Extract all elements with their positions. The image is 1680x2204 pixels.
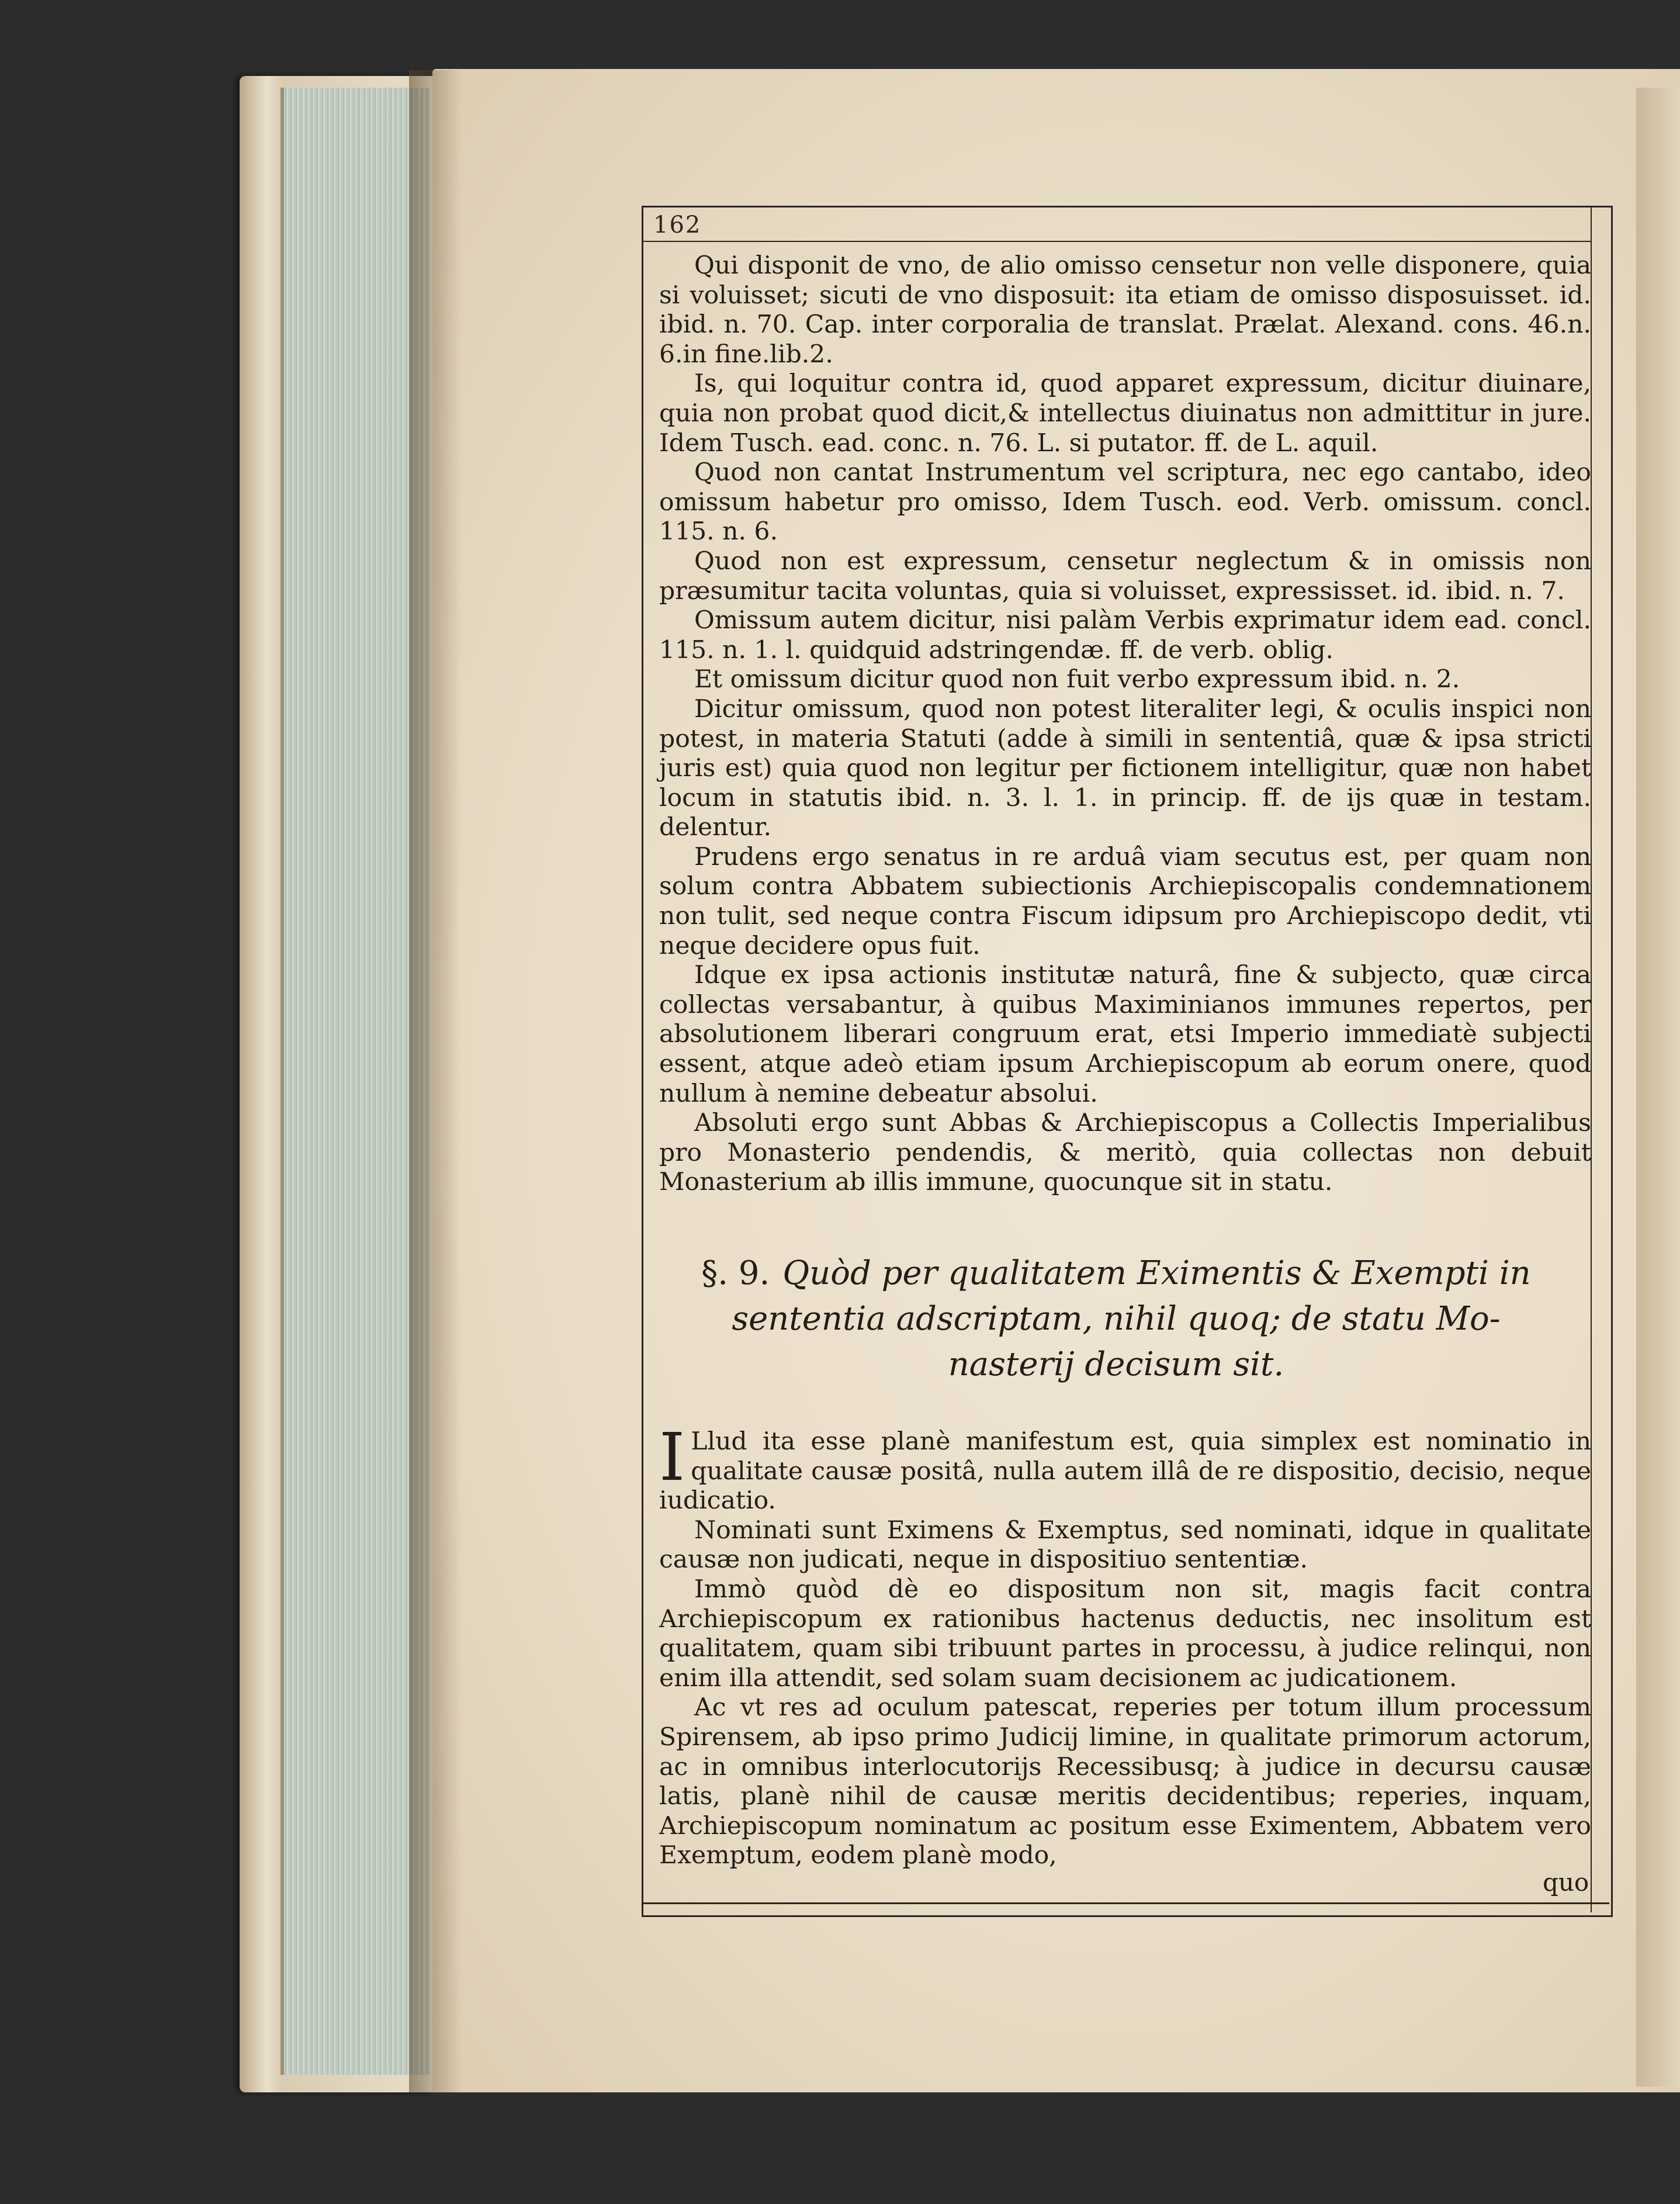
paragraph: Absoluti ergo sunt Abbas & Archiepiscopus a Collectis Imperialibus pro Monasterio pendendis, & meritò, quia collectas non debuit Monasterium ab illis immune, quocunque sit in statu. — [659, 1109, 1591, 1197]
paragraph: Dicitur omissum, quod non potest literaliter legi, & oculis inspici non potest, in materia Statuti (adde à simili in sententiâ, quæ & ipsa stricti juris est) quia quod non legitur per fictionem intelligitur, quæ non habet locum in statutis ibid. n. 3. l. 1. in princip. ff. de ijs quæ in testam. delentur. — [659, 694, 1591, 842]
paragraph: Ac vt res ad oculum patescat, reperies per totum illum processum Spirensem, ab ipso primo Judicij limine, in qualitate primorum actorum, ac in omnibus interlocutorijs Recessibusq; à judice in decursu causæ latis, planè nihil de causæ meritis decidentibus; reperies, inquam, Archiepiscopum nominatum ac positum esse Eximentem, Abbatem vero Exemptum, eodem planè modo, — [659, 1693, 1591, 1870]
paragraph: Qui disponit de vno, de alio omisso censetur non velle disponere, quia si voluisset; sicuti de vno disposuit: ita etiam de omisso disposuisset. id. ibid. n. 70. Cap. inter corporalia de translat. Prælat. Alexand. cons. 46.n. 6.in fine.lib.2. — [659, 251, 1591, 369]
binding-shadow — [409, 70, 462, 2092]
heading-line-2: sententia adscriptam, nihil quoq; de statu Mo- — [732, 1300, 1501, 1338]
first-paragraph-text: Llud ita esse planè manifestum est, quia simplex est nominatio in qualitate causæ positâ, nulla autem illâ de re dispositio, decisio, neque iudicatio. — [659, 1427, 1591, 1516]
footer-rule — [642, 1902, 1609, 1904]
book-fore-edge — [280, 88, 430, 2075]
paragraph: Quod non est expressum, censetur neglectum & in omissis non præsumitur tacita voluntas, quia si voluisset, expressisset. id. ibid. n. 7. — [659, 546, 1591, 606]
paragraph: Omissum autem dicitur, nisi palàm Verbis exprimatur idem ead. concl. 115. n. 1. l. quidquid adstringendæ. ff. de verb. oblig. — [659, 606, 1591, 665]
paragraph: Quod non cantat Instrumentum vel scriptura, nec ego cantabo, ideo omissum habetur pro omisso, Idem Tusch. eod. Verb. omissum. concl. 115. n. 6. — [659, 458, 1591, 546]
section-heading — [672, 1251, 1560, 1388]
heading-line-1 — [672, 1251, 1560, 1296]
heading-line-1-text: Quòd per qualitatem Eximentis & Exempti in — [782, 1254, 1531, 1292]
facing-page-edge — [1636, 88, 1680, 2087]
paragraph: Idque ex ipsa actionis institutæ naturâ, fine & subjecto, quæ circa collectas versabantur, à quibus Maximinianos immunes repertos, per absolutionem liberari congruum erat, etsi Imperio immediatè subjecti essent, atque adeò etiam ipsum Archiepiscopum ab eorum onere, quod nullum à nemine debeatur absolui. — [659, 961, 1591, 1108]
paragraph: Nominati sunt Eximens & Exemptus, sed nominati, idque in qualitate causæ non judicati, neque in dispositiuo sententiæ. — [659, 1516, 1591, 1575]
heading-line-3: nasterij decisum sit. — [948, 1345, 1284, 1383]
page-number: 162 — [653, 212, 702, 238]
header-rule — [642, 241, 1592, 242]
section-body — [659, 1420, 1591, 1871]
catchword: quo — [1543, 1868, 1589, 1897]
paragraph: Is, qui loquitur contra id, quod apparet expressum, dicitur diuinare, quia non probat quod dicit,& intellectus diuinatus non admittitur in jure. Idem Tusch. ead. conc. n. 76. L. si putator. ff. de L. aquil. — [659, 369, 1591, 458]
paragraph: Prudens ergo senatus in re arduâ viam secutus est, per quam non solum contra Abbatem subiectionis Archiepiscopalis condemnationem non tulit, sed neque contra Fiscum idipsum pro Archiepiscopo dedit, vti neque decidere opus fuit. — [659, 842, 1591, 960]
drop-capital: I — [659, 1420, 685, 1496]
paragraph: Immò quòd dè eo dispositum non sit, magis facit contra Archiepiscopum ex rationibus hactenus deductis, nec insolitum est qualitatem, quam sibi tribuunt partes in processu, à judice relinqui, non enim illa attendit, sed solam suam decisionem ac judicationem. — [659, 1575, 1591, 1693]
section-mark: §. 9. — [701, 1254, 770, 1292]
first-paragraph — [659, 1420, 1591, 1516]
body-text — [659, 251, 1591, 1198]
paragraph: Et omissum dicitur quod non fuit verbo expressum ibid. n. 2. — [694, 665, 1460, 694]
